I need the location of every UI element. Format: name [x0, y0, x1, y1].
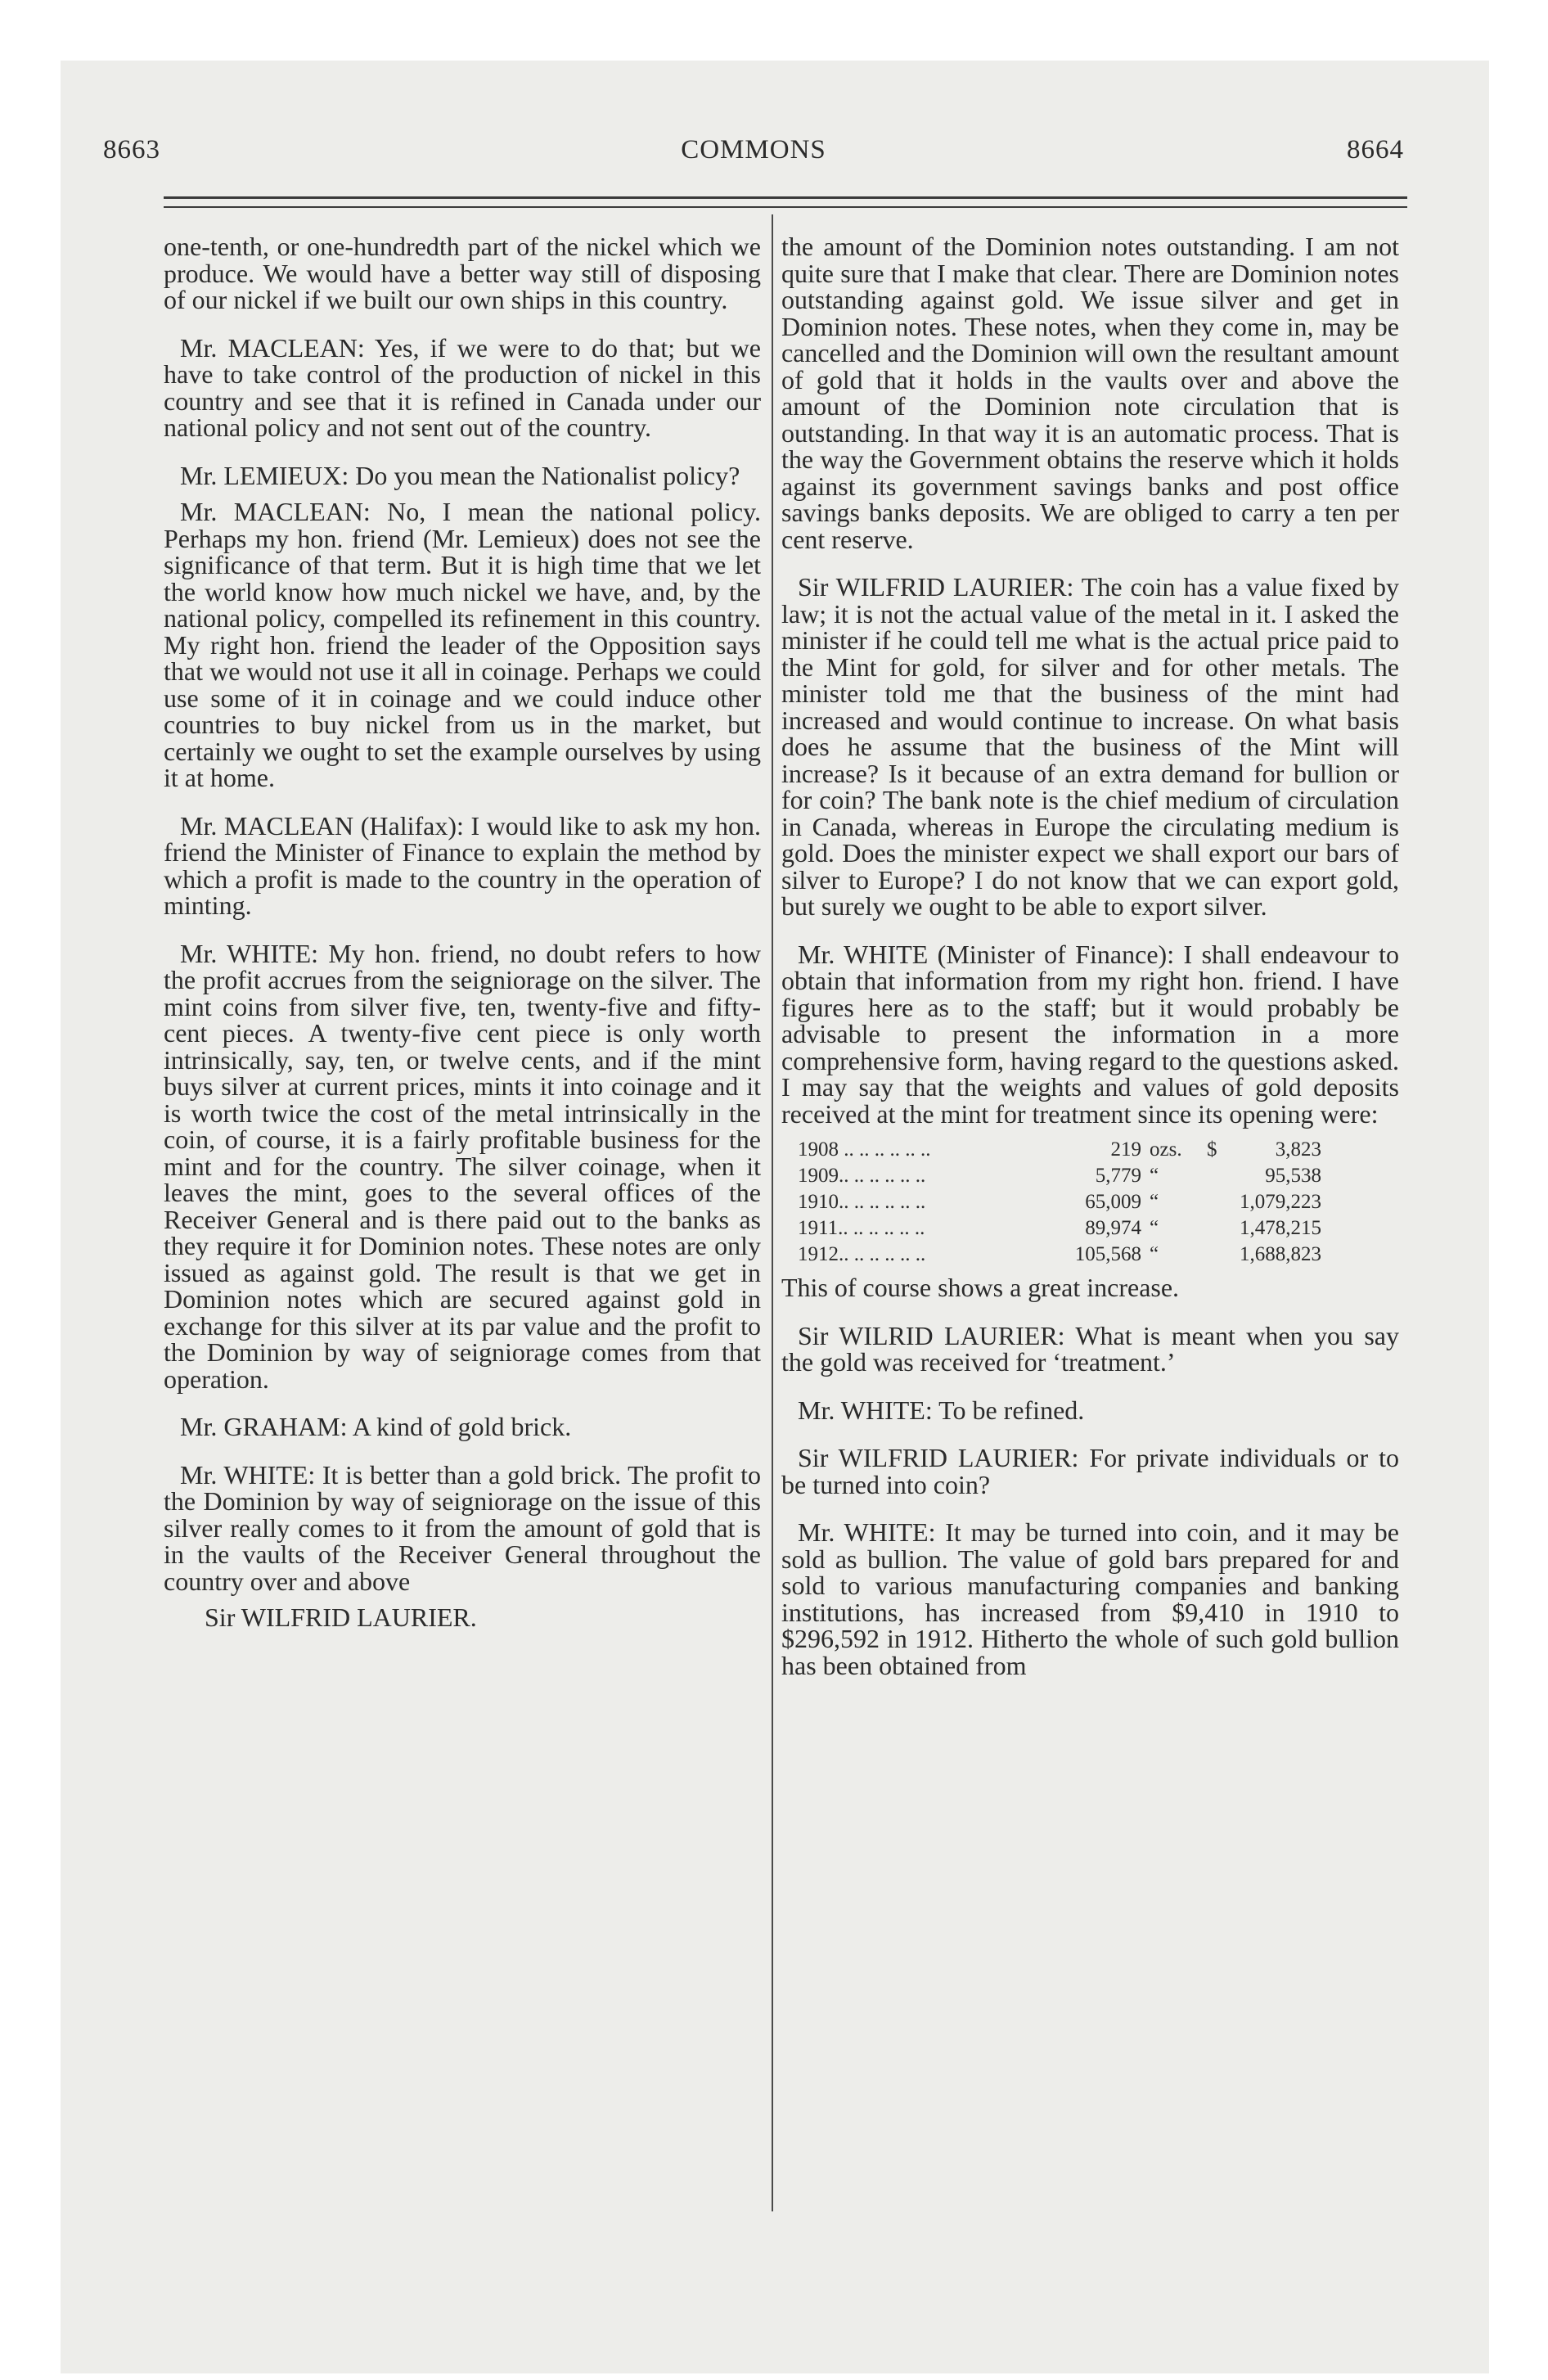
table-cell-ounces: 89,974: [1085, 1217, 1141, 1239]
paragraph: Sir WILFRID LAURIER: The coin has a value fixed by law; it is not the actual value of the metal in it. I asked the minister if he could tell me what is the actual price paid to the Mint for gold, for silver and for other metals. The minister told me that the business of the mint had increased and would continue to increase. On what basis does he assume that the business of the Mint will increase? Is it because of an extra demand for bullion or for coin? The bank note is the chief medium of circulation in Canada, whereas in Europe the circulating medium is gold. Does the minister expect we shall export our bars of silver to Europe? I do not know that we can export gold, but surely we ought to be able to export silver.: [781, 572, 1399, 921]
page-number-right: 8664: [1347, 135, 1404, 165]
paragraph: Mr. WHITE: It may be turned into coin, and it may be sold as bullion. The value of gold bars prepared for and sold to various manufacturing companies and banking institutions, has increased from $9,410 in 1910 to $296,592 in 1912. Hitherto the whole of such gold bullion has been obtained from: [781, 1517, 1399, 1680]
page-number-left: 8663: [103, 135, 160, 165]
running-head: [103, 135, 1404, 171]
table-cell-ounces: 219: [1110, 1138, 1141, 1161]
table-cell-year: 1910.. .. .. .. .. ..: [798, 1191, 926, 1213]
table-cell-unit: “: [1150, 1165, 1159, 1187]
table-cell-currency: [1207, 1242, 1226, 1268]
gold-deposits-table: [798, 1137, 1321, 1268]
paragraph: Mr. MACLEAN: No, I mean the national policy. Perhaps my hon. friend (Mr. Lemieux) does not see the significance of that term. But it is high time that we let the world know how much nickel we have, and, by the national policy, compelled its refinement in this country. My right hon. friend the leader of the Opposition says that we would not use it all in coinage. Perhaps we could use some of it in coinage and we could induce other countries to buy nickel from us in the market, but certainly we ought to set the example ourselves by using it at home.: [164, 497, 761, 792]
table-cell-currency: [1207, 1189, 1226, 1215]
paragraph: Mr. MACLEAN: Yes, if we were to do that; but we have to take control of the production of nickel in this country and see that it is refined in Canada under our national policy and not sent out of the country.: [164, 332, 761, 442]
right-column: [781, 233, 1399, 1700]
table-cell-value: 1,688,823: [1240, 1243, 1321, 1265]
table-cell-year: 1912.. .. .. .. .. ..: [798, 1243, 926, 1265]
paragraph: the amount of the Dominion notes outstanding. I am not quite sure that I make that clear. There are Dominion notes outstanding against gold. We issue silver and get in Dominion notes. These notes, when they come in, may be cancelled and the Dominion will own the resultant amount of gold that it holds in the vaults over and above the amount of the Dominion note circulation that is outstanding. In that way it is an automatic process. That is the way the Government obtains the reserve which it holds against its government savings banks and post office savings banks deposits. We are obliged to carry a ten per cent reserve.: [781, 232, 1399, 554]
paragraph: This of course shows a great increase.: [781, 1273, 1180, 1302]
table-row: [798, 1189, 1321, 1215]
table-cell-value: 3,823: [1275, 1138, 1321, 1161]
table-cell-ounces: 105,568: [1074, 1243, 1141, 1265]
paragraph: Mr. WHITE: To be refined.: [798, 1395, 1085, 1425]
table-cell-unit: “: [1150, 1243, 1159, 1265]
table-row: [798, 1163, 1321, 1189]
table-cell-currency: [1207, 1215, 1226, 1242]
paragraph: Mr. MACLEAN (Halifax): I would like to ask my hon. friend the Minister of Finance to explain the method by which a profit is made to the country in the operation of minting.: [164, 810, 761, 920]
paragraph: Mr. GRAHAM: A kind of gold brick.: [180, 1412, 572, 1441]
table-cell-value: 1,478,215: [1240, 1217, 1321, 1239]
paragraph: Mr. WHITE: It is better than a gold brick. The profit to the Dominion by way of seigniorage on the issue of this silver really comes to it from the amount of gold that is in the vaults of the Receiver General throughout the country over and above: [164, 1459, 761, 1596]
page-title: COMMONS: [681, 135, 826, 165]
table-cell-year: 1909.. .. .. .. .. ..: [798, 1165, 926, 1187]
paragraph: Mr. LEMIEUX: Do you mean the Nationalist policy?: [180, 460, 740, 490]
table-cell-currency: [1207, 1163, 1226, 1189]
table-cell-year: 1908 .. .. .. .. .. ..: [798, 1138, 931, 1161]
column-divider: [772, 214, 773, 2211]
table-row: [798, 1242, 1321, 1268]
paragraph: Sir WILFRID LAURIER: For private individuals or to be turned into coin?: [781, 1443, 1399, 1499]
paragraph: Mr. WHITE: My hon. friend, no doubt refers to how the profit accrues from the seigniorage on the silver. The mint coins from silver five, ten, twenty-five and fifty-cent pieces. A twenty-five cent piece is only worth intrinsically, say, ten, or twelve cents, and if the mint buys silver at current prices, mints it into coinage and it is worth twice the cost of the metal intrinsically in the coin, of course, it is a fairly profitable business for the mint and for the country. The silver coinage, when it leaves the mint, goes to the several offices of the Receiver General and is there paid out to the banks as they require it for Dominion notes. These notes are only issued as against gold. The result is that we get in Dominion notes which are secured against gold in exchange for this silver at its par value and the profit to the Dominion by way of seigniorage comes from that operation.: [164, 938, 761, 1394]
table-cell-value: 1,079,223: [1240, 1191, 1321, 1213]
table-cell-value: 95,538: [1265, 1165, 1321, 1187]
paragraph: one-tenth, or one-hundredth part of the nickel which we produce. We would have a better way still of disposing of our nickel if we built our own ships in this country.: [164, 232, 761, 314]
table-cell-currency: $: [1207, 1138, 1217, 1161]
table-row: [798, 1215, 1321, 1242]
paragraph: Sir WILRID LAURIER: What is meant when you say the gold was received for ‘treatment.’: [781, 1320, 1399, 1377]
table-row: [798, 1137, 1321, 1163]
table-cell-ounces: 65,009: [1085, 1191, 1141, 1213]
left-column: [164, 233, 761, 1652]
paragraph: Mr. WHITE (Minister of Finance): I shall endeavour to obtain that information from my right hon. friend. I have figures here as to the staff; but it would probably be advisable to present the information in a more comprehensive form, having regard to the questions asked. I may say that the weights and values of gold deposits received at the mint for treatment since its opening were:: [781, 939, 1399, 1129]
table-cell-year: 1911.. .. .. .. .. ..: [798, 1217, 925, 1239]
table-cell-unit: “: [1150, 1217, 1159, 1239]
table-cell-unit: ozs.: [1150, 1138, 1182, 1161]
table-cell-ounces: 5,779: [1095, 1165, 1141, 1187]
header-rule-thin: [164, 206, 1407, 208]
table-cell-unit: “: [1150, 1191, 1159, 1213]
paragraph: Sir WILFRID LAURIER.: [205, 1602, 477, 1632]
header-rule: [164, 196, 1407, 199]
